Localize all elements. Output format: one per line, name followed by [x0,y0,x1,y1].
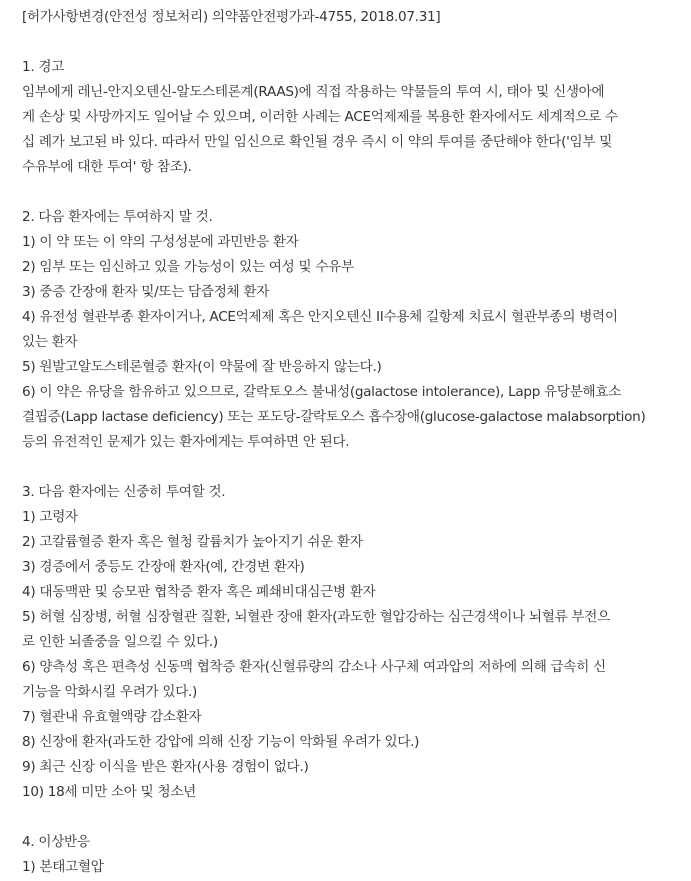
paragraph-line: 게 손상 및 사망까지도 일어날 수 있으며, 이러한 사례는 ACE억제제를 복용한 환자에서도 세계적으로 수 [22,109,618,125]
list-item: 5) 허혈 심장병, 허혈 심장혈관 질환, 뇌혈관 장애 환자(과도한 혈압강하는 심근경색이나 뇌혈류 부전으 [22,609,610,625]
list-item: 2) 고칼륨혈증 환자 혹은 혈청 칼륨치가 높아지기 쉬운 환자 [22,534,363,550]
list-item-continuation: 있는 환자 [22,334,78,350]
list-item: 2) 임부 또는 임신하고 있을 가능성이 있는 여성 및 수유부 [22,259,354,275]
spacer [22,30,684,55]
list-item: 1) 본태고혈압 [22,859,104,875]
section-adverse-reactions [22,830,684,880]
list-item: 9) 최근 신장 이식을 받은 환자(사용 경험이 없다.) [22,759,309,775]
list-item: 1) 고령자 [22,509,78,525]
list-item-continuation: 결핍증(Lapp lactase deficiency) 또는 포도당-갈락토오스 흡수장애(glucose-galactose malabsorption) [22,409,646,425]
section-heading: 3. 다음 환자에는 신중히 투여할 것. [22,484,226,500]
paragraph-line: 임부에게 레닌-안지오텐신-알도스테론계(RAAS)에 직접 작용하는 약물들의 투여 시, 태아 및 신생아에 [22,84,605,100]
section-warning [22,55,684,180]
section-contraindications [22,205,684,455]
list-item: 4) 유전성 혈관부종 환자이거나, ACE억제제 혹은 안지오텐신 II수용체 길항제 치료시 혈관부종의 병력이 [22,309,618,325]
list-item: 4) 대동맥판 및 승모판 협착증 환자 혹은 폐쇄비대심근병 환자 [22,584,376,600]
list-item: 5) 원발고알도스테론혈증 환자(이 약물에 잘 반응하지 않는다.) [22,359,382,375]
list-item: 1) 이 약 또는 이 약의 구성성분에 과민반응 환자 [22,234,299,250]
list-item: 7) 혈관내 유효혈액량 감소환자 [22,709,202,725]
section-precautions [22,480,684,805]
section-heading: 4. 이상반응 [22,834,90,850]
document [22,0,684,880]
list-item-continuation: 로 인한 뇌졸중을 일으킬 수 있다.) [22,634,218,650]
spacer [22,455,684,480]
list-item: 3) 경증에서 중등도 간장애 환자(예, 간경변 환자) [22,559,305,575]
list-item-continuation: 기능을 악화시킬 우려가 있다.) [22,684,198,700]
section-heading: 1. 경고 [22,59,65,75]
list-item: 8) 신장애 환자(과도한 강압에 의해 신장 기능이 악화될 우려가 있다.) [22,734,420,750]
list-item-continuation: 등의 유전적인 문제가 있는 환자에게는 투여하면 안 된다. [22,434,350,450]
document-header: [허가사항변경(안전성 정보처리) 의약품안전평가과-4755, 2018.07.31] [22,9,441,25]
paragraph-line: 수유부에 대한 투여' 항 참조). [22,159,192,175]
paragraph-line: 십 례가 보고된 바 있다. 따라서 만일 임신으로 확인될 경우 즉시 이 약의 투여를 중단해야 한다('임부 및 [22,134,613,150]
list-item: 6) 이 약은 유당을 함유하고 있으므로, 갈락토오스 불내성(galactose intolerance), Lapp 유당분해효소 [22,384,622,400]
spacer [22,805,684,830]
list-item: 6) 양측성 혹은 편측성 신동맥 협착증 환자(신혈류량의 감소나 사구체 여과압의 저하에 의해 급속히 신 [22,659,606,675]
section-heading: 2. 다음 환자에는 투여하지 말 것. [22,209,213,225]
list-item: 3) 중증 간장애 환자 및/또는 담즙정체 환자 [22,284,270,300]
list-item: 10) 18세 미만 소아 및 청소년 [22,784,196,800]
spacer [22,180,684,205]
